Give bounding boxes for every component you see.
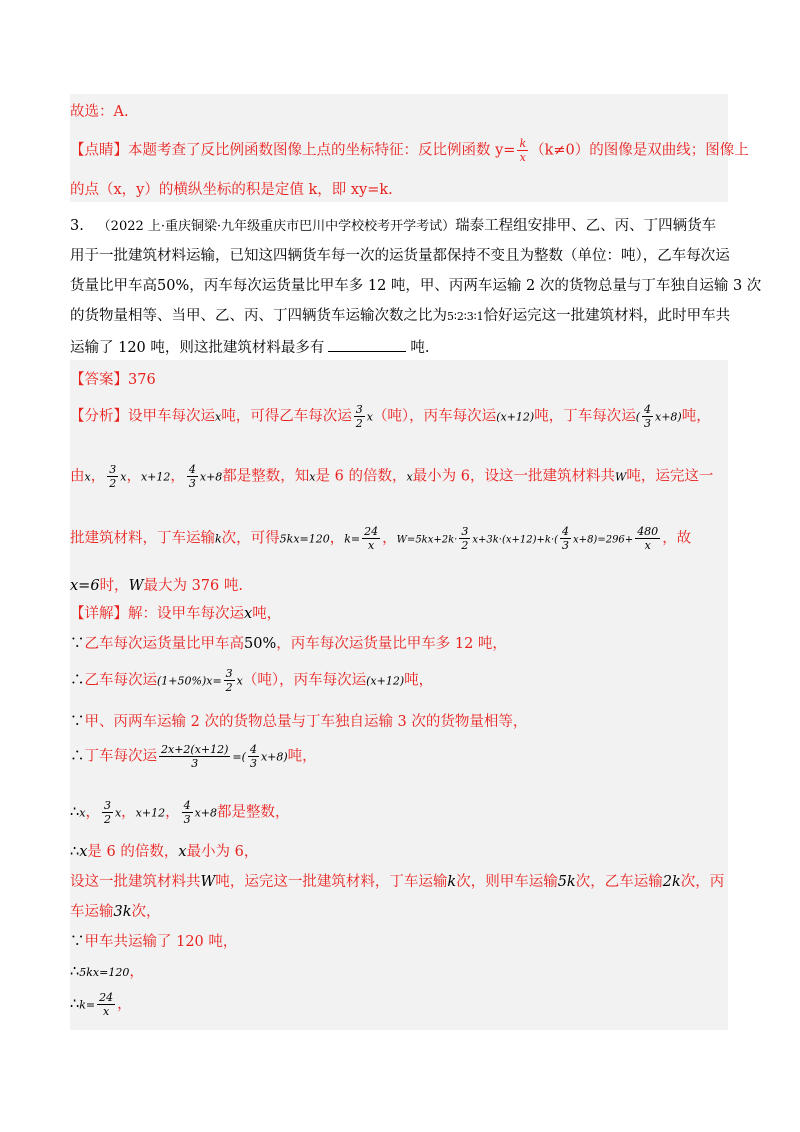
question-line-5: 运输了 120 吨，则这批建筑材料最多有 吨. bbox=[70, 336, 728, 357]
answer-line bbox=[70, 368, 728, 389]
question-line-4: 的货物量相等、当甲、乙、丙、丁四辆货车运输次数之比为5∶2∶3∶1恰好运完这一批建筑材料，此时甲车共 bbox=[70, 308, 731, 324]
analysis-line-1: 【分析】设甲车每次运x吨，可得乙车每次运 $\frac{3}{2}$ x（吨），丙车每次运(x+12)吨，丁车每次运( $\frac{4}{3}$ x+8)吨， bbox=[70, 403, 711, 430]
detail-line-11: ∴5kx=120， bbox=[70, 964, 144, 980]
detail-line-5: ∴丁车每次运 $\frac{2x+2(x+12)}{3}$ =( $\frac{4}{3}$ x+8)吨， bbox=[70, 743, 317, 770]
analysis-tag: 【分析】 bbox=[70, 408, 128, 425]
answer-tag: 【答案】 bbox=[70, 372, 128, 388]
answer-value: 376 bbox=[128, 372, 156, 388]
detail-line-3: ∴乙车每次运(1+50%)x= $\frac{3}{2}$ x（吨），丙车每次运(x+12)吨， bbox=[70, 667, 434, 694]
analysis-line-4: x=6时，W最大为 376 吨. bbox=[70, 578, 243, 594]
comment-line-2: 的点（x，y）的横纵坐标的积是定值 k，即 xy=k. bbox=[70, 182, 393, 198]
question-line-2: 用于一批建筑材料运输，已知这四辆货车每一次的运货量都保持不变且为整数（单位：吨），乙车每次运 bbox=[70, 248, 730, 264]
detail-line-2: ∵乙车每次运货量比甲车高50%，丙车每次运货量比甲车多 12 吨， bbox=[70, 636, 507, 652]
question-line-3: 货量比甲车高50%，丙车每次运货量比甲车多 12 吨，甲、丙两车运输 2 次的货物总量与丁车独自运输 3 次 bbox=[70, 278, 762, 294]
detail-line-6: ∴x， $\frac{3}{2}$ x，x+12， $\frac{4}{3}$ x+8都是整数， bbox=[70, 799, 290, 826]
question-line-1: 3. （2022 上·重庆铜梁·九年级重庆市巴川中学校校考开学考试）瑞泰工程组安排甲、乙、丙、丁四辆货车 bbox=[70, 218, 717, 234]
comment-text-a: 本题考查了反比例函数图像上点的坐标特征：反比例函数 y= bbox=[128, 142, 516, 159]
detail-line-7: ∴x是 6 的倍数，x最小为 6， bbox=[70, 844, 259, 860]
detail-line-4: ∵甲、丙两车运输 2 次的货物总量与丁车独自运输 3 次的货物量相等， bbox=[70, 714, 528, 730]
comment-fraction: $\frac{k}{x}$ bbox=[519, 137, 527, 164]
answer-choice: 故选：A. bbox=[70, 104, 129, 120]
detail-tag: 【详解】 bbox=[70, 606, 128, 622]
detail-line-9: 车运输3k次， bbox=[70, 904, 161, 920]
analysis-line-3: 批建筑材料，丁车运输k次，可得5kx=120，k= $\frac{24}{x}$ ，W=5kx+2k· $\frac{3}{2}$ x+3k·(x+12)+k·( $\frac{4}{3}$ x+8)=296+ $\frac{480}{x}$ ，故 bbox=[70, 525, 692, 552]
question-number: 3. bbox=[70, 218, 84, 234]
analysis-line-2: 由x， $\frac{3}{2}$ x，x+12， $\frac{4}{3}$ x+8都是整数，知x是 6 的倍数，x最小为 6，设这一批建筑材料共W吨，运完这一 bbox=[70, 463, 714, 490]
question-source: （2022 上·重庆铜梁·九年级重庆市巴川中学校校考开学考试） bbox=[97, 219, 456, 234]
comment-line-1 bbox=[70, 137, 749, 164]
detail-line-1: 【详解】解：设甲车每次运x吨， bbox=[70, 606, 282, 622]
detail-line-12: ∴k= $\frac{24}{x}$ ， bbox=[70, 991, 132, 1018]
comment-text-b: （k≠0）的图像是双曲线；图像上 bbox=[530, 142, 749, 159]
detail-line-8: 设这一批建筑材料共W吨，运完这一批建筑材料，丁车运输k次，则甲车运输5k次，乙车运输2k次，丙 bbox=[70, 874, 725, 890]
detail-line-10: ∵甲车共运输了 120 吨， bbox=[70, 934, 238, 950]
comment-tag: 【点睛】 bbox=[70, 142, 128, 159]
answer-blank[interactable] bbox=[328, 337, 406, 352]
